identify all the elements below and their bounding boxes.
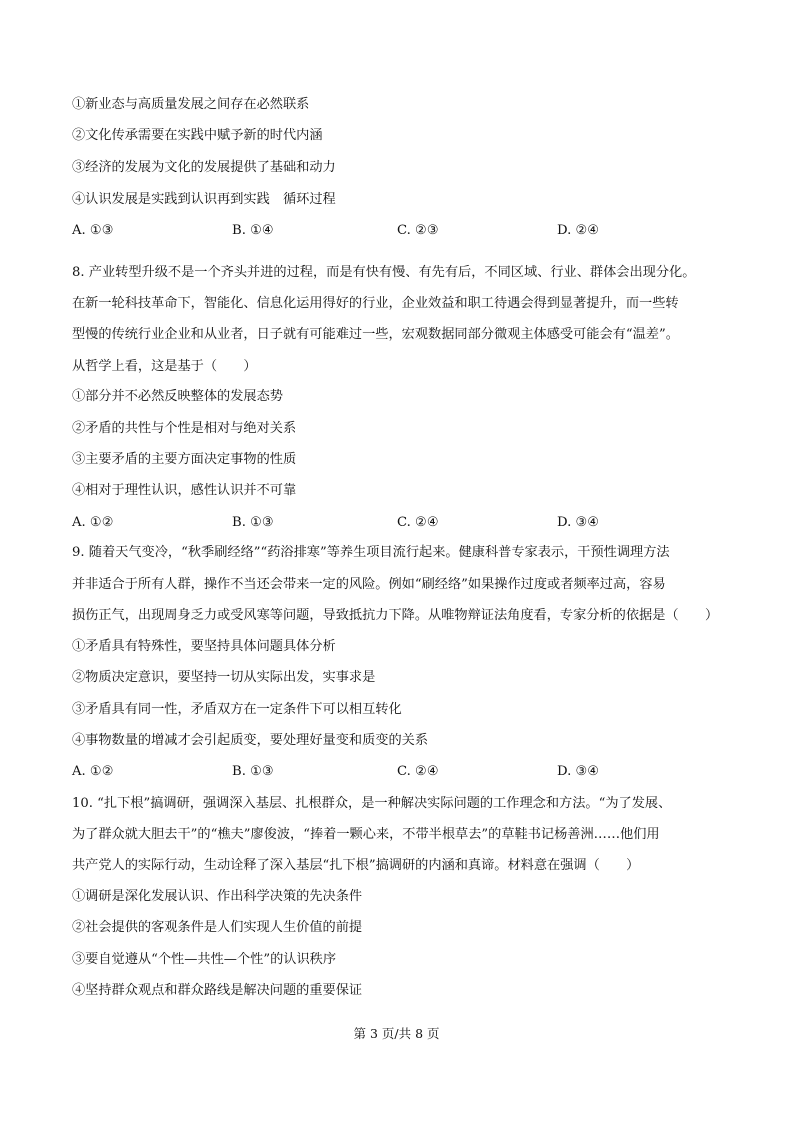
q8-option-d: D. ③④	[557, 515, 600, 530]
q8-option-b: B. ①③	[232, 515, 274, 530]
q8-item-1: ①部分并不必然反映整体的发展态势	[72, 389, 283, 404]
q9-option-d: D. ③④	[557, 764, 600, 779]
q9-stem-line-2: 并非适合于所有人群，操作不当还会带来一定的风险。例如“刷经络”如果操作过度或者频率过高，容易	[72, 577, 666, 592]
q8-item-4: ④相对于理性认识，感性认识并不可靠	[72, 483, 297, 498]
q7-option-a: A. ①③	[72, 223, 114, 238]
q9-item-4: ④事物数量的增减才会引起质变，要处理好量变和质变的关系	[72, 733, 429, 748]
q7-item-1: ①新业态与高质量发展之间存在必然联系	[72, 97, 310, 112]
q8-stem-line-4: 从哲学上看，这是基于（ ）	[72, 359, 257, 374]
q9-stem-line-1: 9. 随着天气变冷，“秋季刷经络”“药浴排寒”等养生项目流行起来。健康科普专家表示，干预性调理方法	[72, 545, 670, 560]
q9-item-3: ③矛盾具有同一性，矛盾双方在一定条件下可以相互转化	[72, 702, 402, 717]
q7-item-2: ②文化传承需要在实践中赋予新的时代内涵	[72, 128, 323, 143]
q8-stem-line-3: 型慢的传统行业企业和从业者，日子就有可能难过一些，宏观数据同部分微观主体感受可能会有“温差”。	[72, 327, 679, 342]
q10-item-4: ④坚持群众观点和群众路线是解决问题的重要保证	[72, 983, 363, 998]
q8-option-c: C. ②④	[397, 515, 439, 530]
q7-option-d: D. ②④	[557, 223, 600, 238]
q7-option-c: C. ②③	[397, 223, 439, 238]
q10-item-2: ②社会提供的客观条件是人们实现人生价值的前提	[72, 920, 363, 935]
q10-stem-line-2: 为了群众就大胆去干”的“樵夫”廖俊波，“捧着一颗心来，不带半根草去”的草鞋书记杨善洲……他们用	[72, 827, 660, 842]
q10-item-1: ①调研是深化发展认识、作出科学决策的先决条件	[72, 889, 363, 904]
page-footer: 第 3 页/共 8 页	[353, 1026, 440, 1041]
q10-stem-line-1: 10. “扎下根”搞调研，强调深入基层、扎根群众，是一种解决实际问题的工作理念和方法。“为了发展、	[72, 796, 672, 811]
q7-item-3: ③经济的发展为文化的发展提供了基础和动力	[72, 160, 336, 175]
q7-option-b: B. ①④	[232, 223, 274, 238]
q7-item-4: ④认识发展是实践到认识再到实践 循环过程	[72, 192, 336, 207]
q9-stem-line-3: 损伤正气，出现周身乏力或受风寒等问题，导致抵抗力下降。从唯物辩证法角度看，专家分析的依据是（ ）	[72, 608, 719, 623]
q9-option-c: C. ②④	[397, 764, 439, 779]
q10-item-3: ③要自觉遵从“个性—共性—个性”的认识秩序	[72, 952, 337, 967]
q8-item-3: ③主要矛盾的主要方面决定事物的性质	[72, 452, 297, 467]
q9-item-1: ①矛盾具有特殊性，要坚持具体问题具体分析	[72, 639, 336, 654]
q8-option-a: A. ①②	[72, 515, 114, 530]
q10-stem-line-3: 共产党人的实际行动，生动诠释了深入基层“扎下根”搞调研的内涵和真谛。材料意在强调（ ）	[72, 858, 640, 873]
q9-option-b: B. ①③	[232, 764, 274, 779]
q9-item-2: ②物质决定意识，要坚持一切从实际出发，实事求是	[72, 670, 376, 685]
q8-item-2: ②矛盾的共性与个性是相对与绝对关系	[72, 421, 297, 436]
q8-stem-line-1: 8. 产业转型升级不是一个齐头并进的过程，而是有快有慢、有先有后，不同区域、行业、群体会出现分化。	[72, 265, 696, 280]
q9-option-a: A. ①②	[72, 764, 114, 779]
q8-stem-line-2: 在新一轮科技革命下，智能化、信息化运用得好的行业，企业效益和职工待遇会得到显著提升，而一些转	[72, 296, 679, 311]
